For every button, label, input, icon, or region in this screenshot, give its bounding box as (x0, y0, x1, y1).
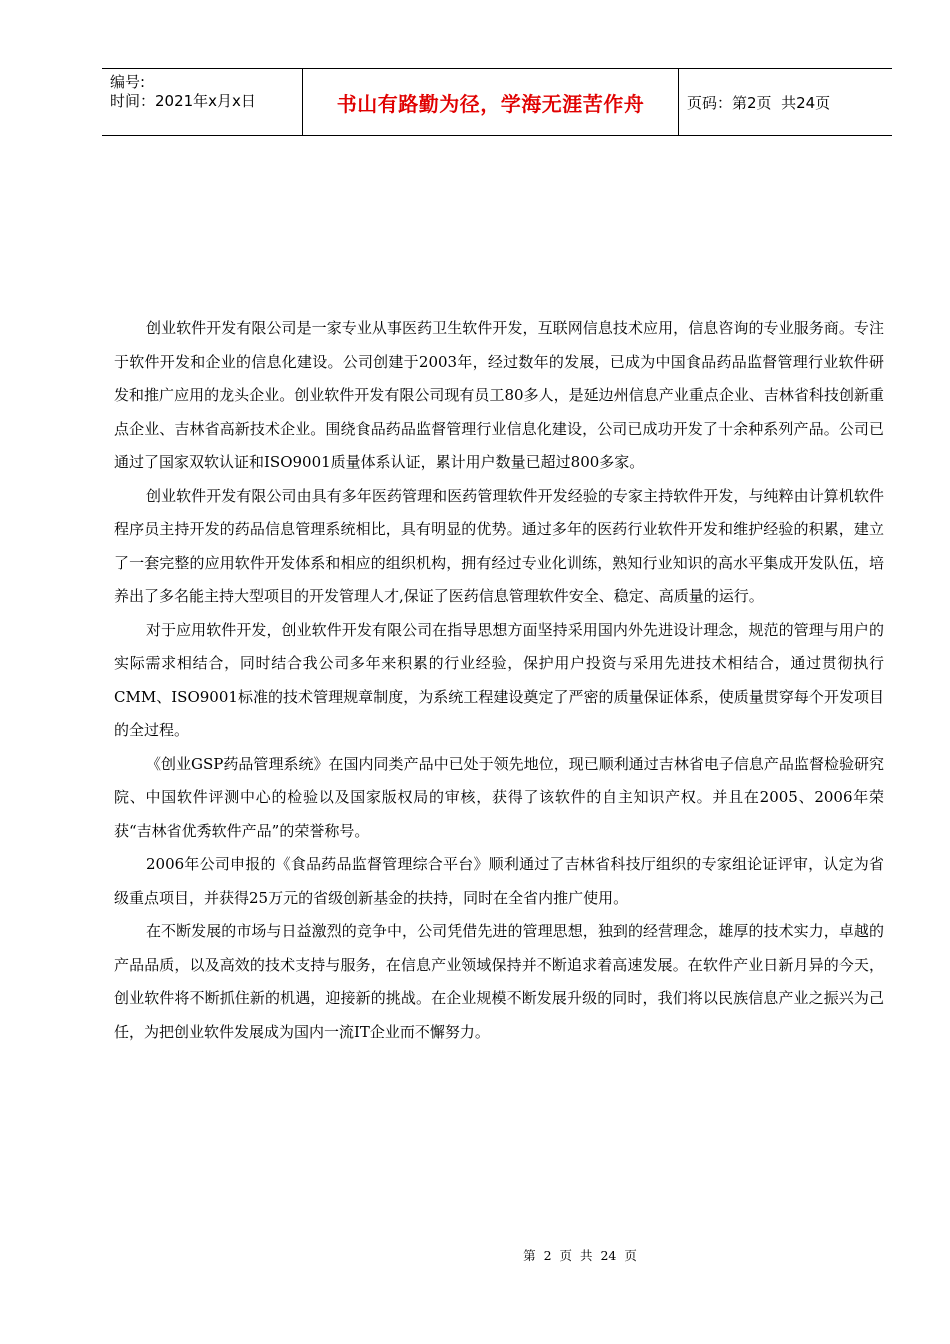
paragraph: 在不断发展的市场与日益激烈的竞争中，公司凭借先进的管理思想，独到的经营理念，雄厚的技术实力，卓越的产品品质，以及高效的技术支持与服务，在信息产业领域保持并不断追求着高速发展。在软件产业日新月异的今天，创业软件将不断抓住新的机遇，迎接新的挑战。在企业规模不断发展升级的同时，我们将以民族信息产业之振兴为己任，为把创业软件发展成为国内一流IT企业而不懈努力。 (114, 922, 884, 1041)
paragraph: 创业软件开发有限公司是一家专业从事医药卫生软件开发，互联网信息技术应用，信息咨询的专业服务商。专注于软件开发和企业的信息化建设。公司创建于2003年，经过数年的发展，已成为中国食品药品监督管理行业软件研发和推广应用的龙头企业。创业软件开发有限公司现有员工80多人，是延边州信息产业重点企业、吉林省科技创新重点企业、吉林省高新技术企业。围绕食品药品监督管理行业信息化建设，公司已成功开发了十余种系列产品。公司已通过了国家双软认证和ISO9001质量体系认证，累计用户数量已超过800多家。 (114, 319, 884, 471)
header-page-info: 页码：第2页 共24页 (687, 93, 831, 112)
page-header (102, 68, 892, 136)
header-meta (102, 69, 303, 135)
paragraph: 《创业GSP药品管理系统》在国内同类产品中已处于领先地位，现已顺利通过吉林省电子信息产品监督检验研究院、中国软件评测中心的检验以及国家版权局的审核，获得了该软件的自主知识产权。并且在2005、2006年荣获“吉林省优秀软件产品”的荣誉称号。 (114, 754, 884, 840)
header-motto: 书山有路勤为径，学海无涯苦作舟 (303, 69, 679, 135)
paragraph: 2006年公司申报的《食品药品监督管理综合平台》顺利通过了吉林省科技厅组织的专家组论证评审，认定为省级重点项目，并获得25万元的省级创新基金的扶持，同时在全省内推广使用。 (114, 855, 884, 907)
paragraph: 对于应用软件开发，创业软件开发有限公司在指导思想方面坚持采用国内外先进设计理念，规范的管理与用户的实际需求相结合，同时结合我公司多年来积累的行业经验，保护用户投资与采用先进技术相结合，通过贯彻执行CMM、ISO9001标准的技术管理规章制度，为系统工程建设奠定了严密的质量保证体系，使质量贯穿每个开发项目的全过程。 (114, 620, 884, 739)
page-footer: 第 2 页 共 24 页 (523, 1248, 637, 1263)
document-body (114, 312, 884, 1049)
paragraph: 创业软件开发有限公司由具有多年医药管理和医药管理软件开发经验的专家主持软件开发，与纯粹由计算机软件程序员主持开发的药品信息管理系统相比，具有明显的优势。通过多年的医药行业软件开发和维护经验的积累，建立了一套完整的应用软件开发体系和相应的组织机构，拥有经过专业化训练，熟知行业知识的高水平集成开发队伍，培养出了多名能主持大型项目的开发管理人才,保证了医药信息管理软件安全、稳定、高质量的运行。 (114, 486, 884, 605)
time-label: 时间：2021年x月x日 (110, 92, 256, 110)
serial-label: 编号: (110, 73, 146, 91)
